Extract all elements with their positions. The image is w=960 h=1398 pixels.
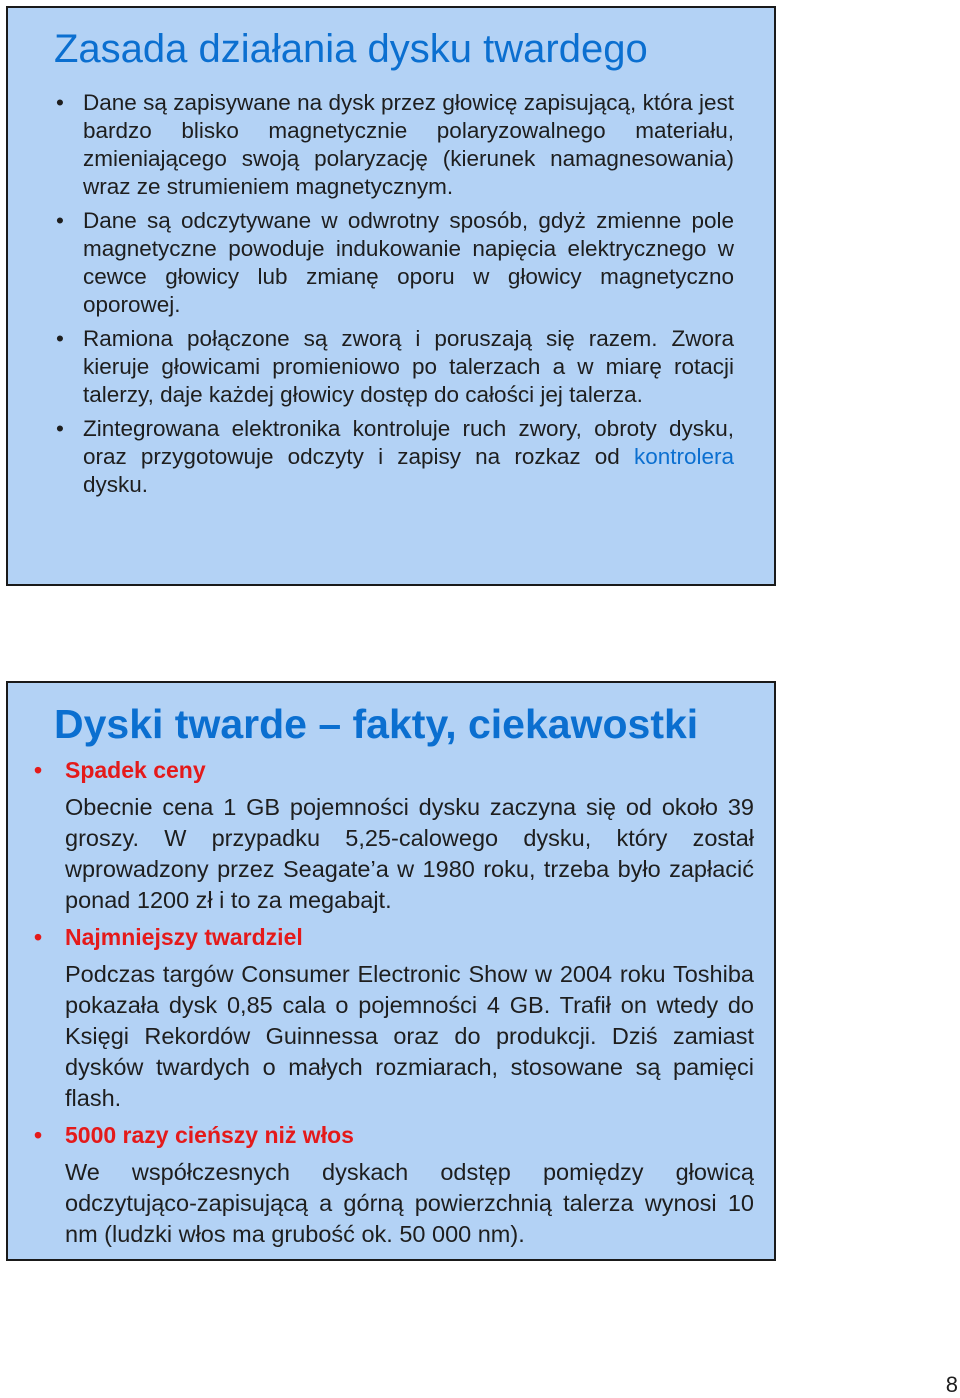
bullet-item-1: • Dane są zapisywane na dysk przez głowicę zapisującą, która jest bardzo blisko magnetycznie polaryzowalnego materiału, zmieniającego swoją polaryzację (kierunek namagnesowania) wraz ze strumieniem magnetycznym. [56, 89, 734, 201]
kontroler-link[interactable]: kontrolera [633, 444, 734, 469]
section-text-smallest-drive: Podczas targów Consumer Electronic Show w 2004 roku Toshiba pokazała dysk 0,85 cala o pojemności 4 GB. Trafił on wtedy do Księgi Rekordów Guinnessa oraz do produkcji. Dziś zamiast dysków twardych o małych rozmiarach, stosowane są pamięci flash. [65, 961, 754, 1111]
slide-1-bullet-list [56, 89, 734, 505]
section-text-price-drop: Obecnie cena 1 GB pojemności dysku zaczyna się od około 39 groszy. W przypadku 5,25-calowego dysku, który został wprowadzony przez Seagate’a w 1980 roku, trzeba było zapłacić ponad 1200 zł i to za megabajt. [65, 794, 754, 913]
bullet-item-2: • Dane są odczytywane w odwrotny sposób, gdyż zmienne pole magnetyczne powoduje indukowanie napięcia elektrycznego w cewce głowicy lub zmianę oporu w głowicy magnetyczno oporowej. [56, 207, 734, 319]
bullet-4-text-start: Zintegrowana elektronika kontroluje ruch zwory, obroty dysku, oraz przygotowuje odczyty i zapisy na rozkaz od [83, 416, 734, 469]
page-number: 8 [945, 1372, 958, 1397]
section-heading-price-drop: • Spadek ceny [34, 755, 754, 786]
section-heading-head-gap: • 5000 razy cieńszy niż włos [34, 1120, 754, 1151]
slide-2 [6, 681, 776, 1261]
bullet-item-4 [56, 415, 734, 499]
slide-1-title: Zasada działania dysku twardego [54, 27, 648, 71]
section-text-head-gap: We współczesnych dyskach odstęp pomiędzy głowicą odczytująco-zapisującą a górną powierzchnią talerza wynosi 10 nm (ludzki włos ma grubość ok. 50 000 nm). [65, 1159, 754, 1247]
slide-2-content [34, 755, 754, 1256]
bullet-4-text-end: dysku. [83, 472, 149, 497]
slide-1 [6, 6, 776, 586]
slide-2-title: Dyski twarde – fakty, ciekawostki [54, 701, 699, 747]
bullet-item-3: • Ramiona połączone są zworą i poruszają się razem. Zwora kieruje głowicami promieniowo po talerzach a w miarę rotacji talerzy, daje każdej głowicy dostęp do całości jej talerza. [56, 325, 734, 409]
section-heading-smallest-drive: • Najmniejszy twardziel [34, 922, 754, 953]
